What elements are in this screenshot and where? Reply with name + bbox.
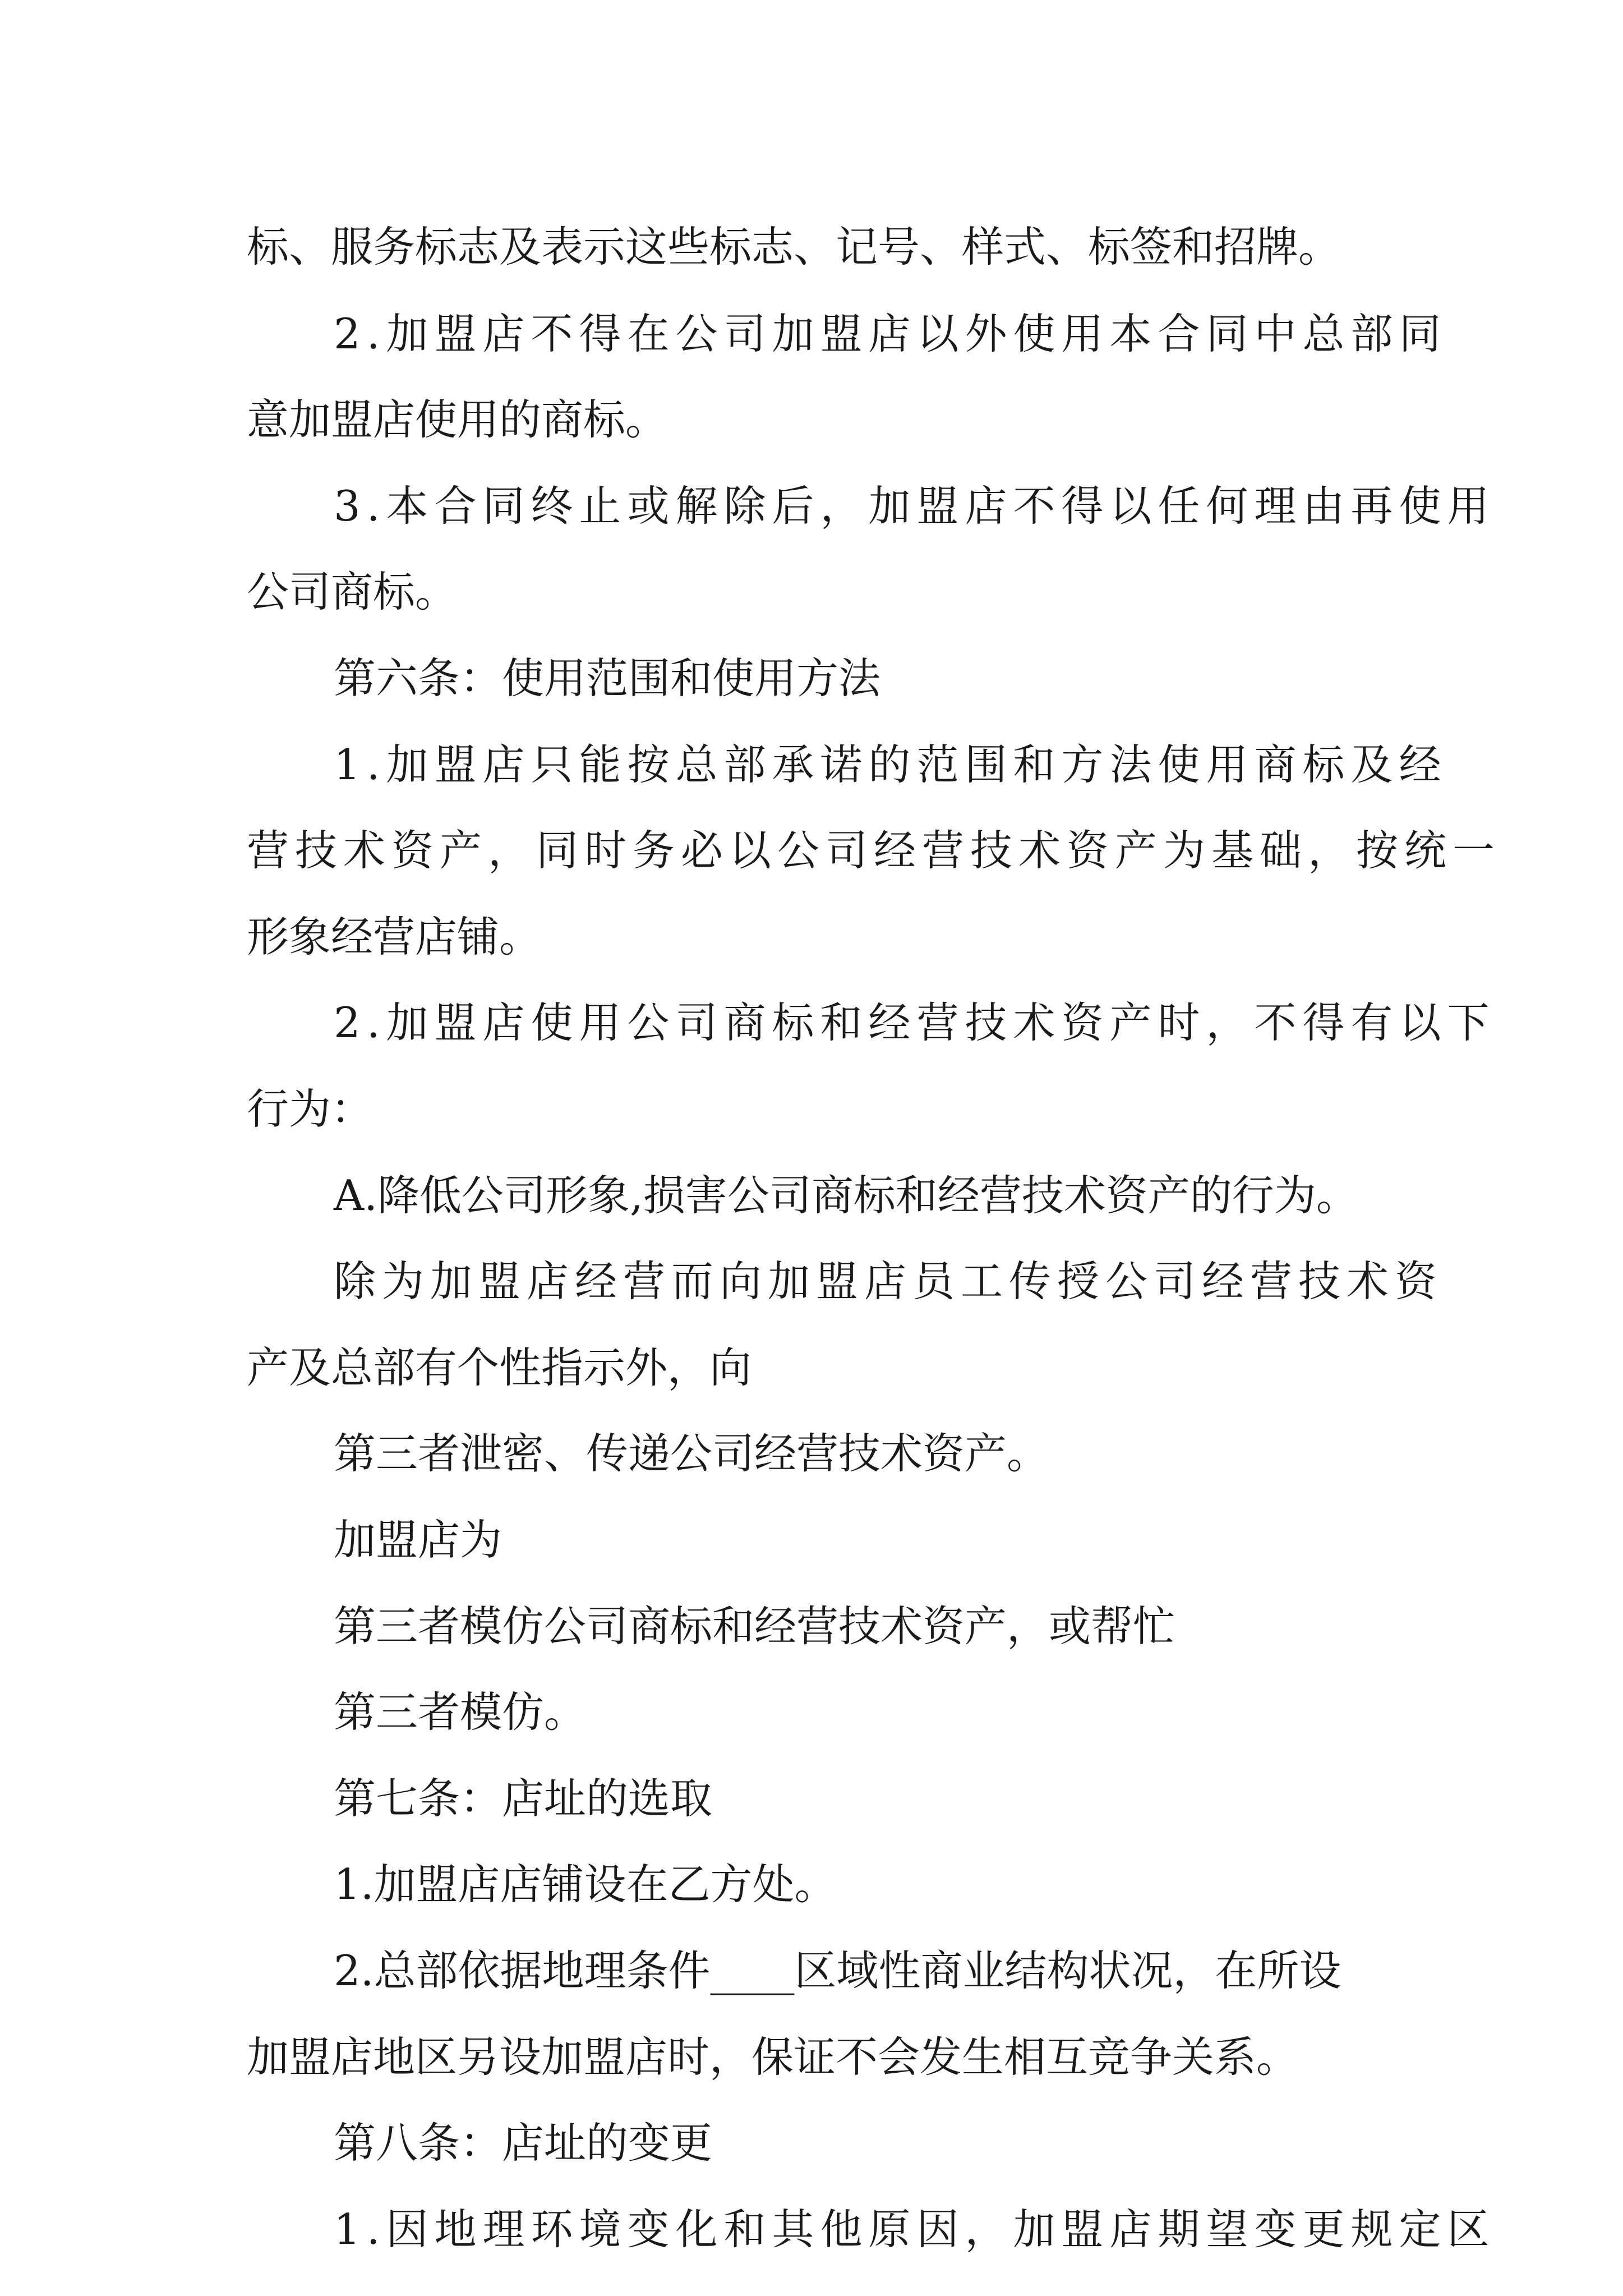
text-line: 1.因地理环境变化和其他原因，加盟店期望变更规定区 [334, 2205, 1496, 2254]
text-line: 加盟店地区另设加盟店时，保证不会发生相互竞争关系。 [247, 2032, 1299, 2082]
text-line: 1.加盟店只能按总部承诺的范围和方法使用商标及经 [334, 740, 1447, 789]
text-line: 公司商标。 [247, 567, 458, 616]
text-line: 第三者模仿公司商标和经营技术资产，或帮忙 [334, 1602, 1175, 1651]
text-line: 意加盟店使用的商标。 [247, 395, 668, 444]
section-heading: 第六条：使用范围和使用方法 [334, 654, 881, 703]
section-heading: 第七条：店址的选取 [334, 1774, 713, 1823]
text-line: 2.加盟店不得在公司加盟店以外使用本合同中总部同 [334, 309, 1447, 358]
text-line: 产及总部有个性指示外，向 [247, 1343, 752, 1392]
text-line: 2.总部依据地理条件____区域性商业结构状况，在所设 [334, 1946, 1341, 1995]
text-line: 营技术资产，同时务必以公司经营技术资产为基础，按统一 [247, 826, 1501, 875]
text-line: 第三者模仿。 [334, 1687, 587, 1737]
section-heading: 第八条：店址的变更 [334, 2118, 713, 2168]
text-line: 加盟店为 [334, 1515, 502, 1565]
text-line: 2.加盟店使用公司商标和经营技术资产时，不得有以下 [334, 998, 1496, 1047]
text-line: 3.本合同终止或解除后，加盟店不得以任何理由再使用 [334, 481, 1496, 531]
text-line: 1.加盟店店铺设在乙方处。 [334, 1860, 837, 1909]
text-line: 除为加盟店经营而向加盟店员工传授公司经营技术资 [334, 1257, 1444, 1306]
text-line: 第三者泄密、传递公司经营技术资产。 [334, 1429, 1049, 1478]
text-line: 标、服务标志及表示这些标志、记号、样式、标签和招牌。 [247, 222, 1341, 272]
text-line: 形象经营店铺。 [247, 912, 542, 961]
text-line: 行为： [247, 1084, 374, 1134]
text-line: A.降低公司形象,损害公司商标和经营技术资产的行为。 [334, 1171, 1358, 1220]
